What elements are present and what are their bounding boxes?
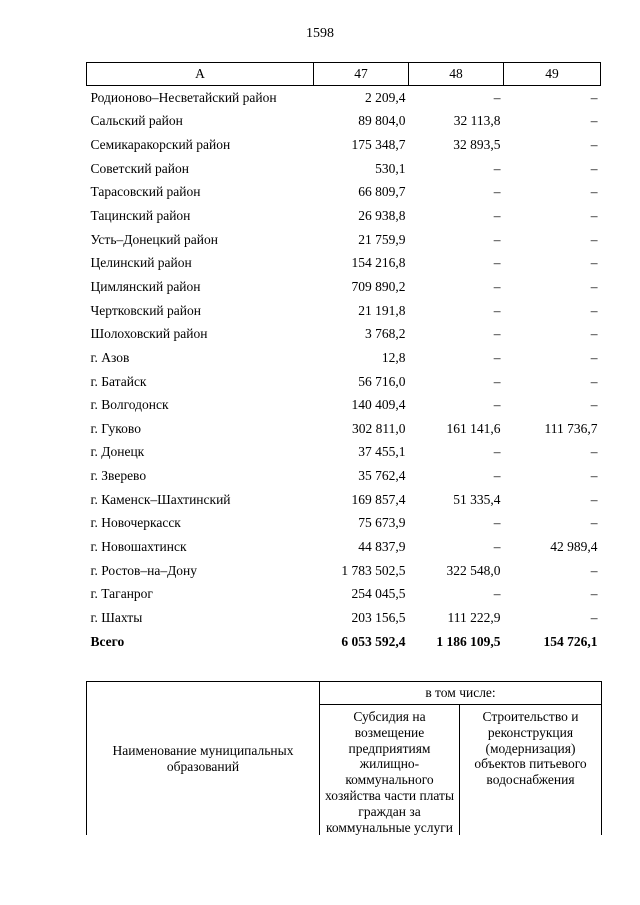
value-47: 3 768,2	[365, 326, 406, 342]
value-48: 51 335,4	[453, 491, 501, 507]
water-supply-column-header: Строительство и реконструкция (модернизация) объектов питьевого водоснабжения	[460, 705, 602, 836]
table-row	[87, 512, 601, 536]
table-row	[87, 157, 601, 181]
table-row	[87, 133, 601, 157]
column-header-47: 47	[314, 63, 409, 86]
total-label: Всего	[90, 633, 125, 649]
value-47: 66 809,7	[358, 184, 406, 200]
value-47: 709 890,2	[351, 278, 406, 294]
table-row	[87, 488, 601, 512]
table-row	[87, 275, 601, 299]
value-49: –	[590, 160, 598, 176]
value-47: 37 455,1	[358, 444, 406, 460]
table-row	[87, 417, 601, 441]
table-row	[87, 535, 601, 559]
value-47: 89 804,0	[358, 113, 406, 129]
municipality-name: Советский район	[90, 160, 189, 176]
table-row	[87, 322, 601, 346]
table-row	[87, 204, 601, 228]
value-48: –	[493, 468, 501, 484]
table-row	[87, 251, 601, 275]
value-48: –	[493, 255, 501, 271]
value-47: 154 216,8	[351, 255, 406, 271]
value-48: –	[493, 515, 501, 531]
municipality-name: Тацинский район	[90, 208, 191, 224]
value-48: –	[493, 444, 501, 460]
value-49: –	[590, 562, 598, 578]
table-row	[87, 86, 601, 110]
table-row	[87, 559, 601, 583]
value-49: –	[590, 444, 598, 460]
value-49: –	[590, 349, 598, 365]
municipality-name: г. Зверево	[90, 468, 147, 484]
value-49: –	[590, 278, 598, 294]
value-47: 21 759,9	[358, 231, 406, 247]
value-48: –	[493, 397, 501, 413]
value-48: –	[493, 278, 501, 294]
table-body	[87, 86, 601, 654]
value-47: 21 191,8	[358, 302, 406, 318]
value-49: –	[590, 373, 598, 389]
table-header-row	[87, 63, 601, 86]
municipality-name: Сальский район	[90, 113, 183, 129]
table-row	[87, 441, 601, 465]
value-48: –	[493, 184, 501, 200]
table-row	[87, 181, 601, 205]
value-49: –	[590, 397, 598, 413]
value-48: –	[493, 231, 501, 247]
municipality-name: Чертковский район	[90, 302, 201, 318]
value-49: –	[590, 491, 598, 507]
table-row	[87, 464, 601, 488]
value-48: –	[493, 373, 501, 389]
value-48: –	[493, 349, 501, 365]
value-49: –	[590, 113, 598, 129]
table-row	[87, 228, 601, 252]
municipality-name: Усть–Донецкий район	[90, 231, 218, 247]
table-row	[87, 110, 601, 134]
table-row	[87, 370, 601, 394]
budget-table	[86, 62, 601, 653]
municipality-name: Цимлянский район	[90, 278, 201, 294]
municipality-name: Тарасовский район	[90, 184, 201, 200]
value-49: –	[590, 231, 598, 247]
value-49: –	[590, 326, 598, 342]
value-47: 302 811,0	[352, 420, 406, 436]
value-48: 161 141,6	[446, 420, 501, 436]
value-48: –	[493, 326, 501, 342]
value-47: 2 209,4	[365, 89, 406, 105]
value-47: 530,1	[375, 160, 406, 176]
municipality-name: г. Каменск–Шахтинский	[90, 491, 231, 507]
value-48: –	[493, 586, 501, 602]
municipality-name: г. Волгодонск	[90, 397, 169, 413]
value-48: –	[493, 89, 501, 105]
municipality-name: г. Ростов–на–Дону	[90, 562, 198, 578]
value-47: 254 045,5	[351, 586, 406, 602]
table-row	[87, 346, 601, 370]
total-value-49: 154 726,1	[543, 633, 598, 649]
value-48: 111 222,9	[447, 609, 501, 625]
municipality-name: Шолоховский район	[90, 326, 208, 342]
municipality-name: г. Донецк	[90, 444, 145, 460]
value-49: –	[590, 468, 598, 484]
value-47: 35 762,4	[358, 468, 406, 484]
value-49: –	[590, 609, 598, 625]
municipality-name: Целинский район	[90, 255, 192, 271]
table-row	[87, 582, 601, 606]
total-value-48: 1 186 109,5	[436, 633, 501, 649]
total-value-47: 6 053 592,4	[341, 633, 406, 649]
value-47: 75 673,9	[358, 515, 406, 531]
municipality-name: г. Таганрог	[90, 586, 153, 602]
column-header-a: А	[87, 63, 314, 86]
municipality-name: Родионово–Несветайский район	[90, 89, 277, 105]
table-row	[87, 606, 601, 630]
municipality-name-header: Наименование муниципальных образований	[87, 682, 320, 836]
value-47: 26 938,8	[358, 208, 406, 224]
column-header-48: 48	[409, 63, 504, 86]
table-row	[87, 299, 601, 323]
subsidy-column-header: Субсидия на возмещение предприятиям жилищно-коммунального хозяйства части платы граждан за коммунальные услуги	[320, 705, 460, 836]
including-header: в том числе:	[320, 682, 602, 705]
value-48: 322 548,0	[446, 562, 501, 578]
value-47: 44 837,9	[358, 538, 406, 554]
value-49: 42 989,4	[550, 538, 598, 554]
value-47: 175 348,7	[351, 137, 406, 153]
value-48: 32 113,8	[453, 113, 501, 129]
municipality-name: г. Шахты	[90, 609, 143, 625]
value-49: –	[590, 184, 598, 200]
municipality-name: г. Новочеркасск	[90, 515, 181, 531]
municipality-name: г. Гуково	[90, 420, 141, 436]
total-row	[87, 630, 601, 654]
value-49: –	[590, 302, 598, 318]
next-table-header	[86, 681, 602, 835]
value-48: –	[493, 208, 501, 224]
value-48: –	[493, 160, 501, 176]
value-47: 140 409,4	[351, 397, 406, 413]
value-47: 56 716,0	[358, 373, 406, 389]
municipality-name: г. Батайск	[90, 373, 147, 389]
value-47: 203 156,5	[351, 609, 406, 625]
value-48: –	[493, 302, 501, 318]
value-47: 169 857,4	[351, 491, 406, 507]
value-49: –	[590, 515, 598, 531]
column-header-49: 49	[504, 63, 601, 86]
value-49: –	[590, 586, 598, 602]
value-48: –	[493, 538, 501, 554]
page-number: 1598	[306, 26, 334, 41]
municipality-name: г. Новошахтинск	[90, 538, 187, 554]
municipality-name: Семикаракорский район	[90, 137, 231, 153]
value-49: –	[590, 89, 598, 105]
value-49: 111 736,7	[544, 420, 598, 436]
table-row	[87, 393, 601, 417]
municipality-name: г. Азов	[90, 349, 130, 365]
value-47: 12,8	[381, 349, 406, 365]
value-49: –	[590, 208, 598, 224]
value-49: –	[590, 137, 598, 153]
value-49: –	[590, 255, 598, 271]
value-47: 1 783 502,5	[341, 562, 406, 578]
value-48: 32 893,5	[453, 137, 501, 153]
